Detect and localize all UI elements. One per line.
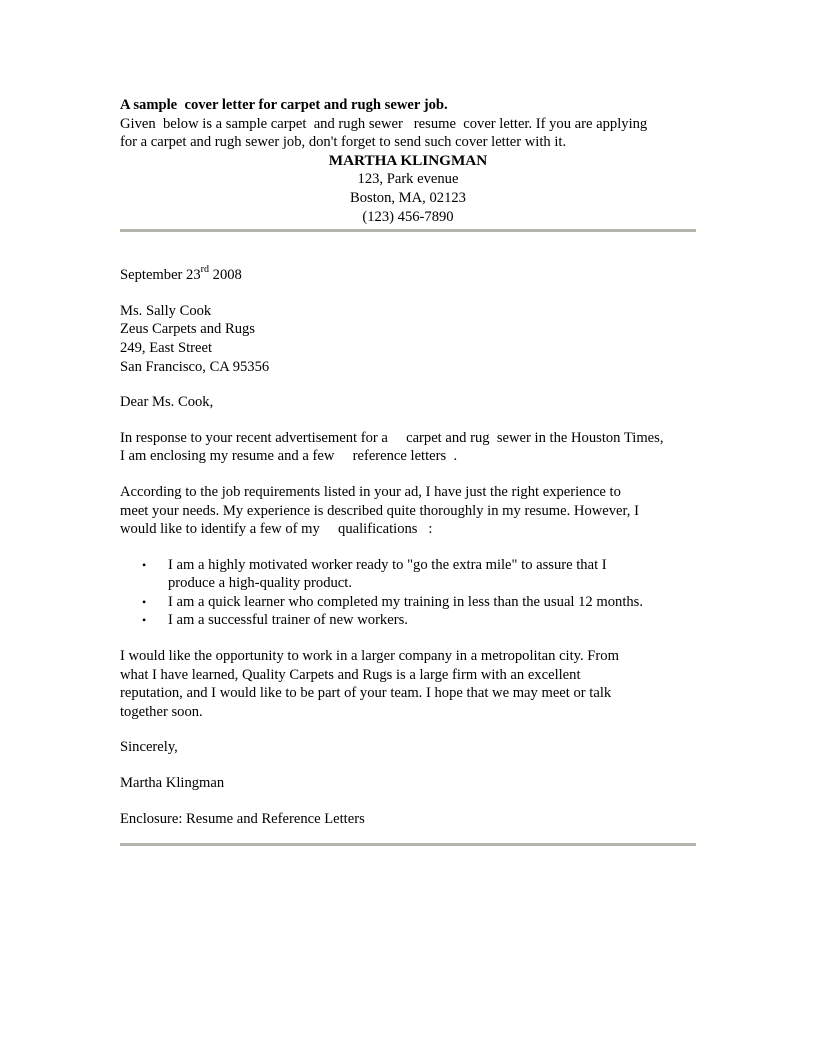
bullet-icon: •	[142, 557, 147, 572]
enclosure-note: Enclosure: Resume and Reference Letters	[120, 810, 365, 827]
letter-date	[120, 266, 696, 285]
paragraph-line: According to the job requirements listed in your ad, I have just the right experience to	[120, 483, 621, 500]
paragraph-line: would like to identify a few of my qualifications :	[120, 521, 433, 538]
intro-line: for a carpet and rugh sewer job, don't forget to send such cover letter with it.	[120, 134, 567, 151]
date-year: 2008	[209, 267, 242, 284]
signature-name: Martha Klingman	[120, 775, 225, 792]
recipient-company: Zeus Carpets and Rugs	[120, 321, 255, 338]
sender-name: MARTHA KLINGMAN	[328, 151, 488, 169]
list-item-text: I am a successful trainer of new workers.	[168, 612, 408, 629]
list-item-text: I am a quick learner who completed my training in less than the usual 12 months.	[168, 593, 643, 610]
paragraph-line: together soon.	[120, 703, 203, 720]
list-item	[120, 611, 696, 630]
sender-address-line2: Boston, MA, 02123	[350, 189, 466, 206]
sender-address-line1: 123, Park evenue	[357, 171, 459, 188]
paragraph-line: reputation, and I would like to be part of your team. I hope that we may meet or talk	[120, 685, 612, 702]
recipient-city: San Francisco, CA 95356	[120, 358, 270, 375]
paragraph-line: meet your needs. My experience is described quite thoroughly in my resume. However, I	[120, 502, 639, 519]
salutation: Dear Ms. Cook,	[120, 394, 214, 411]
list-item	[120, 593, 696, 612]
document-title: A sample cover letter for carpet and rugh sewer job.	[120, 97, 448, 113]
intro-line: Given below is a sample carpet and rugh sewer resume cover letter. If you are applying	[120, 115, 648, 132]
date-month-day: September 23	[120, 267, 201, 284]
closing: Sincerely,	[120, 739, 178, 756]
recipient-street: 249, East Street	[120, 339, 213, 356]
date-suffix: rd	[200, 264, 209, 276]
list-item-text: produce a high-quality product.	[168, 575, 352, 592]
footer-divider	[120, 843, 696, 846]
list-item-text: I am a highly motivated worker ready to "go the extra mile" to assure that I	[168, 556, 607, 573]
paragraph-line: In response to your recent advertisement for a carpet and rug sewer in the Houston Times,	[120, 429, 664, 446]
paragraph-line: what I have learned, Quality Carpets and Rugs is a large firm with an excellent	[120, 666, 581, 683]
recipient-name: Ms. Sally Cook	[120, 302, 212, 319]
bullet-icon: •	[142, 613, 147, 628]
paragraph-line: I am enclosing my resume and a few reference letters .	[120, 448, 458, 465]
paragraph-line: I would like the opportunity to work in a larger company in a metropolitan city. From	[120, 648, 619, 665]
qualifications-list	[120, 556, 696, 630]
sender-phone: (123) 456-7890	[362, 208, 454, 225]
bullet-icon: •	[142, 594, 147, 609]
letter-page	[120, 96, 696, 846]
list-item	[120, 556, 696, 593]
